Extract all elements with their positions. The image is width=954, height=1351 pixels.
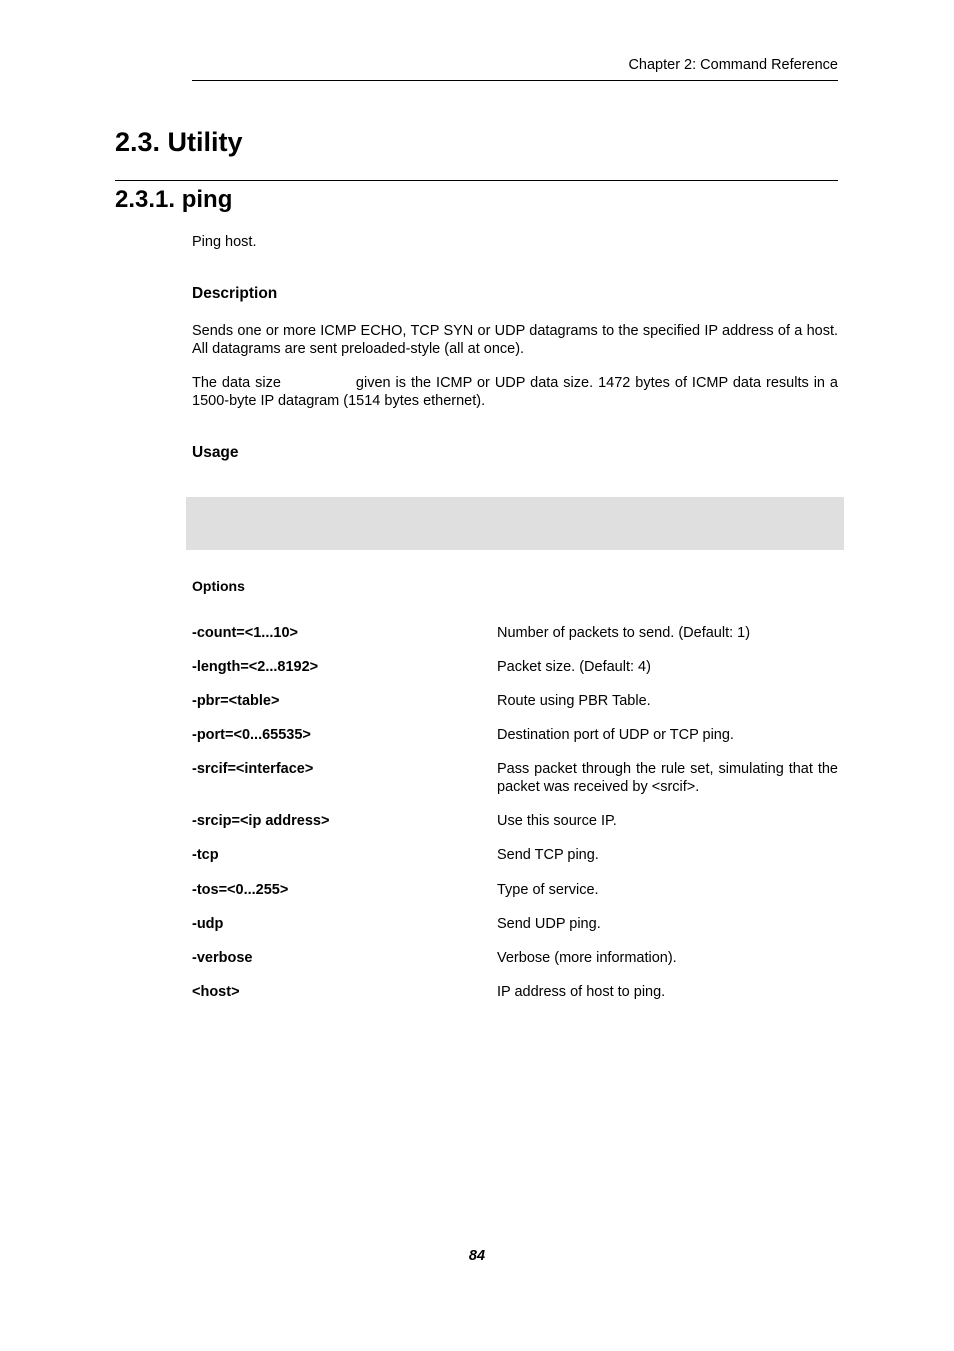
option-name: -udp [192,916,224,932]
options-heading: Options [192,578,245,594]
option-name: -pbr=<table> [192,693,280,709]
option-name: -port=<0...65535> [192,727,311,743]
subsection-title: 2.3.1. ping [115,186,233,213]
option-description: Number of packets to send. (Default: 1) [497,625,751,641]
option-description: Send TCP ping. [497,847,599,863]
subsection-divider [115,180,838,181]
option-description: Use this source IP. [497,813,617,829]
section-title: 2.3. Utility [115,127,243,157]
option-description: Route using PBR Table. [497,693,651,709]
option-description: Verbose (more information). [497,950,677,966]
option-description: Type of service. [497,882,599,898]
usage-code-block [186,497,844,550]
page-number: 84 [468,1248,486,1264]
option-name: -length=<2...8192> [192,659,319,675]
description-paragraph-2-start: The data size [192,375,281,391]
option-name: -tos=<0...255> [192,882,289,898]
option-name: -tcp [192,847,219,863]
page-header [192,55,838,81]
chapter-title: Chapter 2: Command Reference [628,57,838,73]
option-name: -srcip=<ip address> [192,813,330,829]
option-name: -verbose [192,950,253,966]
option-description: Send UDP ping. [497,916,601,932]
subsection-summary: Ping host. [192,234,257,250]
option-description: IP address of host to ping. [497,984,666,1000]
description-paragraph-2 [192,374,838,410]
usage-heading: Usage [192,444,239,461]
option-description: Destination port of UDP or TCP ping. [497,727,734,743]
option-name: -srcif=<interface> [192,761,314,777]
description-paragraph-2-end: given is the ICMP or UDP data size. 1472 bytes of ICMP data results in a 1500-byte IP datagram (1514 bytes ethernet). [192,375,838,409]
option-description: Packet size. (Default: 4) [497,659,651,675]
option-name: <host> [192,984,240,1000]
option-description: Pass packet through the rule set, simulating that the packet was received by <srcif>. [497,761,838,795]
option-name: -count=<1...10> [192,625,298,641]
description-heading: Description [192,285,278,302]
description-paragraph-1: Sends one or more ICMP ECHO, TCP SYN or UDP datagrams to the specified IP address of a host. All datagrams are sent preloaded-style (all at once). [192,323,838,357]
